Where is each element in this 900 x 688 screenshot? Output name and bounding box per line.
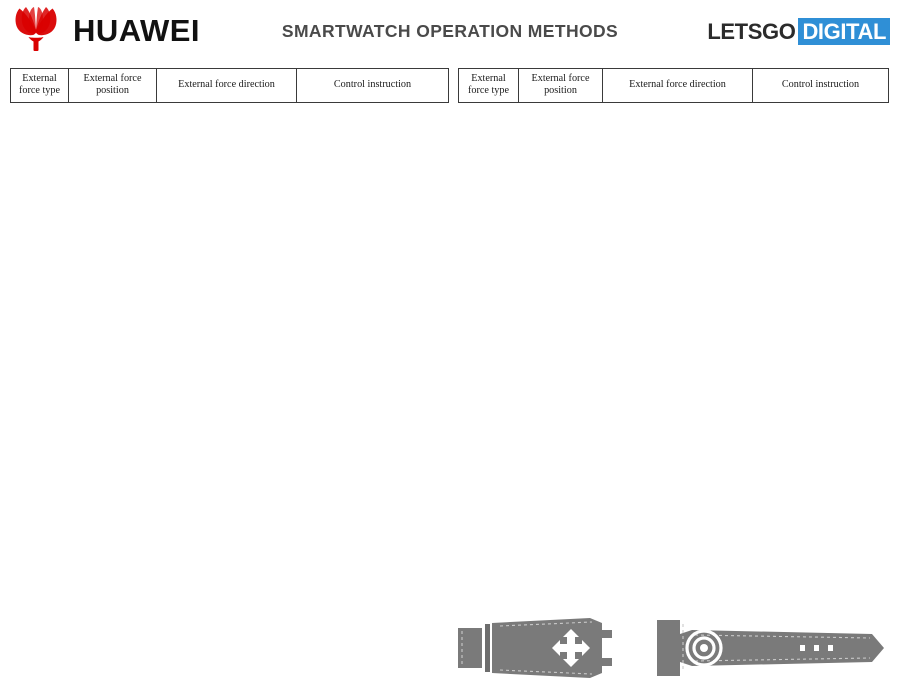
- page-header: [0, 0, 900, 62]
- watch-band-illustrations: [452, 612, 892, 686]
- letsgodigital-right-text: DIGITAL: [798, 18, 890, 45]
- three-dots-icon: [800, 645, 833, 651]
- band-left-illustration: [458, 618, 612, 678]
- letsgodigital-watermark: [707, 18, 890, 45]
- column-header-force-type: External force type: [11, 69, 69, 103]
- page-title: SMARTWATCH OPERATION METHODS: [281, 20, 619, 41]
- operation-methods-table-left: [10, 68, 449, 103]
- column-header-control-instruction: Control instruction: [297, 69, 449, 103]
- column-header-force-direction: External force direction: [603, 69, 753, 103]
- column-header-force-position: External force position: [519, 69, 603, 103]
- letsgodigital-left-text: LETSGO: [707, 18, 796, 44]
- column-header-force-type: External force type: [459, 69, 519, 103]
- operation-methods-table-right: [458, 68, 889, 103]
- huawei-wordmark: HUAWEI: [73, 12, 200, 48]
- column-header-control-instruction: Control instruction: [753, 69, 889, 103]
- table-header-row: [459, 69, 889, 103]
- table-header-row: [11, 69, 449, 103]
- column-header-force-direction: External force direction: [157, 69, 297, 103]
- column-header-force-position: External force position: [69, 69, 157, 103]
- band-illustration-group: [452, 612, 892, 686]
- band-right-illustration: [657, 620, 884, 676]
